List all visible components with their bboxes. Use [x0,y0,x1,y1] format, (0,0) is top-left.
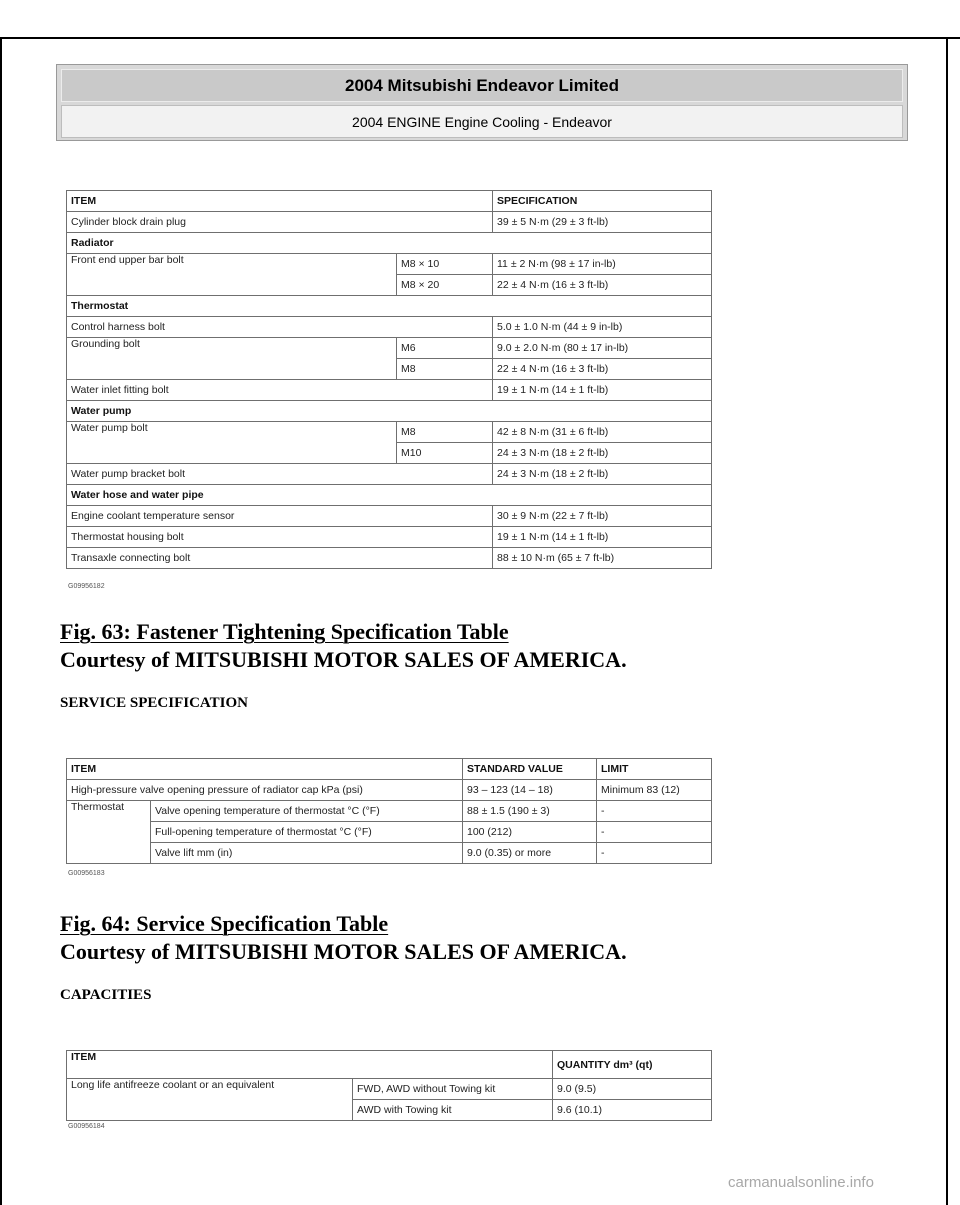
table-row [67,506,712,527]
row-quantity: 9.6 (10.1) [553,1100,712,1121]
table-row [67,1079,712,1100]
row-limit: - [597,843,712,864]
row-limit: Minimum 83 (12) [597,780,712,801]
row-spec: 39 ± 5 N·m (29 ± 3 ft-lb) [493,212,712,233]
row-item: Engine coolant temperature sensor [67,506,493,527]
row-size: M8 [397,359,493,380]
figure-64-courtesy: Courtesy of MITSUBISHI MOTOR SALES OF AMERICA. [60,939,627,964]
header-standard-value: STANDARD VALUE [463,759,597,780]
table-row [67,380,712,401]
table-row [67,422,712,443]
row-quantity: 9.0 (9.5) [553,1079,712,1100]
figure-63-title: Fig. 63: Fastener Tightening Specification Table [60,619,509,644]
capacities-heading: CAPACITIES [60,987,152,1003]
table-row [67,822,712,843]
row-variant: AWD with Towing kit [353,1100,553,1121]
row-limit: - [597,822,712,843]
row-spec: 11 ± 2 N·m (98 ± 17 in-lb) [493,254,712,275]
row-spec: 30 ± 9 N·m (22 ± 7 ft-lb) [493,506,712,527]
table-row [67,801,712,822]
row-item: Water pump bolt [67,422,397,464]
header-item: ITEM [67,1051,553,1079]
row-spec: 24 ± 3 N·m (18 ± 2 ft-lb) [493,443,712,464]
row-spec: 19 ± 1 N·m (14 ± 1 ft-lb) [493,527,712,548]
row-item: Valve lift mm (in) [151,843,463,864]
section-water-hose: Water hose and water pipe [67,485,712,506]
row-limit: - [597,801,712,822]
table-section-row [67,233,712,254]
table-row [67,780,712,801]
row-item: Control harness bolt [67,317,493,338]
section-subtitle: 2004 ENGINE Engine Cooling - Endeavor [61,105,903,138]
row-size: M8 × 20 [397,275,493,296]
figure-code: G09956182 [68,583,105,590]
capacities-table [66,1050,712,1121]
row-item: Water inlet fitting bolt [67,380,493,401]
table-section-row [67,296,712,317]
watermark-text: carmanualsonline.info [728,1174,874,1191]
row-spec: 88 ± 10 N·m (65 ± 7 ft-lb) [493,548,712,569]
row-size: M8 [397,422,493,443]
row-size: M6 [397,338,493,359]
table-row [67,527,712,548]
document-header [56,64,908,141]
figure-63-courtesy: Courtesy of MITSUBISHI MOTOR SALES OF AMERICA. [60,647,627,672]
row-spec: 9.0 ± 2.0 N·m (80 ± 17 in-lb) [493,338,712,359]
row-spec: 22 ± 4 N·m (16 ± 3 ft-lb) [493,359,712,380]
row-standard: 88 ± 1.5 (190 ± 3) [463,801,597,822]
figure-64-title: Fig. 64: Service Specification Table [60,911,389,936]
row-size: M8 × 10 [397,254,493,275]
row-group-thermostat: Thermostat [67,801,151,864]
header-item: ITEM [67,759,463,780]
page-frame-left [0,37,2,1205]
table-header-row [67,759,712,780]
vehicle-title: 2004 Mitsubishi Endeavor Limited [61,69,903,102]
row-variant: FWD, AWD without Towing kit [353,1079,553,1100]
table-row [67,338,712,359]
header-limit: LIMIT [597,759,712,780]
table-row [67,212,712,233]
section-water-pump: Water pump [67,401,712,422]
table-row [67,843,712,864]
figure-63-caption [60,618,627,674]
figure-64-caption [60,910,627,966]
service-spec-table [66,758,712,864]
section-thermostat: Thermostat [67,296,712,317]
row-item: Long life antifreeze coolant or an equivalent [67,1079,353,1121]
row-item: Thermostat housing bolt [67,527,493,548]
page-frame-right [946,37,948,1205]
fastener-spec-table [66,190,712,569]
table-section-row [67,401,712,422]
row-size: M10 [397,443,493,464]
table-row [67,548,712,569]
row-standard: 100 (212) [463,822,597,843]
row-spec: 42 ± 8 N·m (31 ± 6 ft-lb) [493,422,712,443]
section-radiator: Radiator [67,233,712,254]
table-row [67,317,712,338]
table-row [67,464,712,485]
header-quantity: QUANTITY dm³ (qt) [553,1051,712,1079]
table-section-row [67,485,712,506]
table-row [67,254,712,275]
row-standard: 9.0 (0.35) or more [463,843,597,864]
row-spec: 5.0 ± 1.0 N·m (44 ± 9 in-lb) [493,317,712,338]
service-specification-heading: SERVICE SPECIFICATION [60,695,248,711]
row-item: Transaxle connecting bolt [67,548,493,569]
header-specification: SPECIFICATION [493,191,712,212]
row-spec: 22 ± 4 N·m (16 ± 3 ft-lb) [493,275,712,296]
row-spec: 24 ± 3 N·m (18 ± 2 ft-lb) [493,464,712,485]
row-item: Front end upper bar bolt [67,254,397,296]
table-header-row [67,191,712,212]
row-item: Grounding bolt [67,338,397,380]
figure-code: G00956184 [68,1123,105,1130]
row-item: High-pressure valve opening pressure of radiator cap kPa (psi) [67,780,463,801]
row-standard: 93 – 123 (14 – 18) [463,780,597,801]
row-item: Water pump bracket bolt [67,464,493,485]
row-item: Cylinder block drain plug [67,212,493,233]
table-header-row [67,1051,712,1079]
page-frame-top [0,37,960,39]
row-spec: 19 ± 1 N·m (14 ± 1 ft-lb) [493,380,712,401]
row-item: Full-opening temperature of thermostat °C (°F) [151,822,463,843]
figure-code: G00956183 [68,870,105,877]
header-item: ITEM [67,191,493,212]
row-item: Valve opening temperature of thermostat °C (°F) [151,801,463,822]
